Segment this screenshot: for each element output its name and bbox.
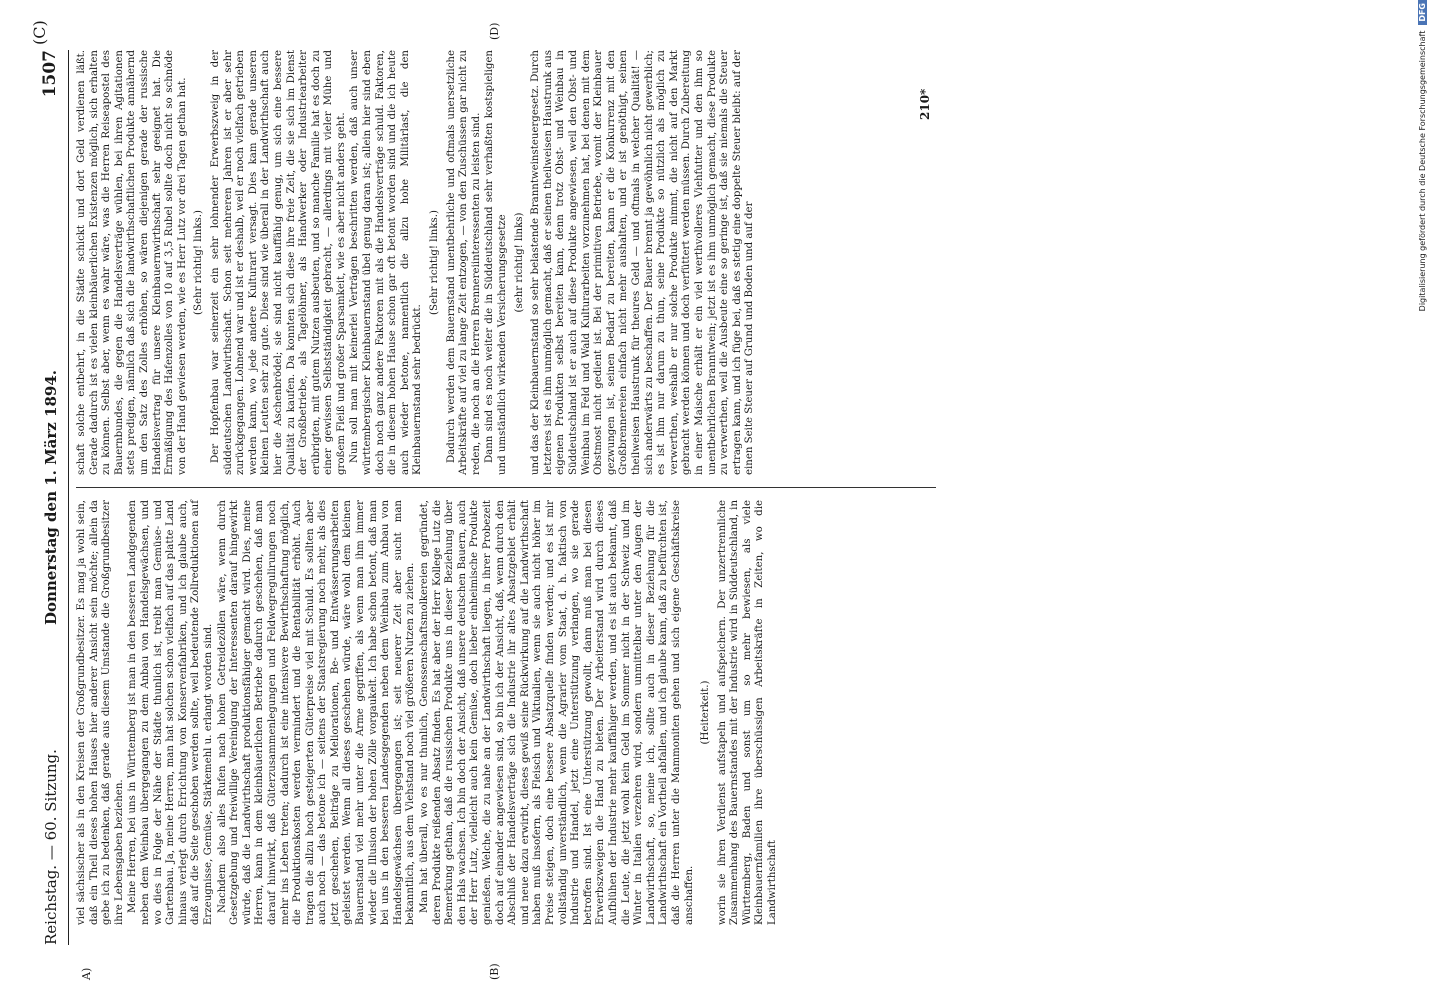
right-text-column xyxy=(76,50,758,475)
interjection: (Sehr richtig! links.) xyxy=(429,210,441,315)
paragraph: Man hat überall, wo es nur thunlich, Genossenschaftsmolkereien gegründet, deren Produkte reißenden Absatz finden. Es hat aber der Herr Kollege Lutz die Bemerkung gethan, daß die russischen Produkte uns in dieser Beziehung über den Hals wachsen. Ich bin doch der Ansicht, daß unsere deutschen Bauern, auch der Herr Lutz, vielleicht auch kein Gemüse, doch lieber einheimische Produkte genießen. Welche, die zu nahe an der Landwirthschaft liegen, in ihrer Probezeit doch auf einander angewiesen sind, so bin ich der Ansicht, daß, wenn durch den Abschluß der Handelsverträge sich die Industrie ihr altes Absatzgebiet erhält und neue dazu erwirbt, dieses gewiß seine Rückwirkung auf die Landwirthschaft haben muß insofern, als Fleisch und Viktualien, wenn sie auch nicht höher im Preise steigen, doch eine bessere Absatzquelle finden werden; und es ist mir vollständig unverständlich, wenn die Agrarier vom Staat, d. h. faktisch von Industrie und Handel, jetzt eine Unterstützung verlangen, wo sie gerade betroffen sind. Ist eine Unterstützung gewollt, dann muß man bei diesen Erwerbszweigen die Hand zu bieten. Der Arbeiterstand wird durch dieses Aufblühen der Industrie mehr kauffähiger werden, und es ist auch bekannt, daß die Leute, die jetzt wohl kein Geld im Sommer nicht in der Schweiz und im Winter in Italien verzehren wird, sondern unmittelbar unter den Augen der Landwirthschaft, so, meine ich, sollte auch in dieser Beziehung für die Landwirthschaft ein Vortheil abfallen, und ich glaube kann, daß zu befürchten ist, daß die Herren unter die Mammoniten gehen und sich eigene Geschäftskreise anschaffen. xyxy=(419,500,695,925)
paragraph: und das der Kleinbauernstand so sehr belastende Branntweinsteuergesetz. Durch letzteres ist es ihm unmöglich gemacht, daß er seinen theilweisen Haustrunk aus eigenen Produkten selbst bereiten kann, denn trotz Obst- und Weinbau in Süddeutschland ist er auch auf diese Produkte angewiesen, weil den Obst- und Weinbau im Feld und Wald Kulturarbeiten vorzunehmen hat, bei denen mit dem Obstmost nicht gedient ist. Bei der primitiven Betriebe, womit der Kleinbauer gezwungen ist, seinen Bedarf zu bereiten, kann er die Konkurrenz mit den Großbrennereien einfach nicht mehr aushalten, und er ist genöthigt, seinen theilweisen Haustrunk für theures Geld — und oftmals in welcher Qualität! — sich anderwärts zu beschaffen. Der Bauer brennt ja gewöhnlich nicht gewerblich; es ist ihm nur darum zu thun, seine Produkte so nützlich als möglich zu verwerthen, weshalb er nur solche Produkte nimmt, die nicht auf den Markt gebracht werden können und doch verfüttert werden müssen. Durch Zubereitung in einer Maische erhält er ein viel werthvolleres Viehfutter und den ihm so unentbehrlichen Branntwein; jetzt ist es ihm unmöglich gemacht, diese Produkte zu verwerthen, weil die Ausbeute eine so geringe ist, daß sie niemals die Steuer ertragen kann, und ich füge bei, daß es stetig eine doppelte Steuer bleibt: auf der einen Seite Steuer auf Grund und Boden und auf der xyxy=(530,50,756,475)
left-text-column xyxy=(76,500,781,925)
footer-sheet-number: 210* xyxy=(918,88,932,120)
header-session: Reichstag. — 60. Sitzung. xyxy=(42,749,60,945)
credit-text: Digitalisierung gefördert durch die Deutsche Forschungsgemeinschaft xyxy=(1418,30,1427,312)
interjection: (Sehr richtig! links.) xyxy=(193,210,205,315)
margin-mark-d: (D) xyxy=(488,22,501,40)
paragraph: Nun soll man mit keinerlei Verträgen beschritten werden, daß auch unser württembergischer Kleinbauernstand übel genug daran ist; allein hier sind eben doch noch ganz andere Faktoren mit als die Handelsverträge schuld. Faktoren, die in diesem hohen Hause schon gar oft betont worden sind und die ich heute auch wieder betone, namentlich die allzu hohe Militärlast, die den Kleinbauernstand sehr bedrückt. xyxy=(349,50,424,475)
margin-mark-c: (C) xyxy=(30,20,49,45)
column-divider xyxy=(76,487,936,488)
paragraph: Der Hopfenbau war seinerzeit ein sehr lohnender Erwerbszweig in der süddeutschen Landwirthschaft. Schon seit mehreren Jahren ist er aber sehr zurückgegangen. Lohnend war und ist er deshalb, weil er noch vielfach getrieben werden kann, wo jede andere Kulturart versagt. Dies kam gerade unseren kleinen Leuten sehr zu gute. Diese sind wie überall in der Landwirthschaft auch hier die Aschenbrödel; sie sind nicht kauffähig genug, um sich eine bessere Qualität zu kaufen. Da konnten sich diese ihre freie Zeit, die sie sich im Dienst der Großbetriebe, als Tagelöhner, als Handwerker oder Industriearbeiter erübrigten, mit gutem Nutzen ausbeuten, und so manche Familie hat es doch zu einer gewissen Selbstständigkeit gebracht, — allerdings mit vieler Mühe und großem Fleiß und großer Sparsamkeit, wie es aber nicht anders geht. xyxy=(209,50,347,475)
paragraph: Meine Herren, bei uns in Württemberg ist man in den besseren Landgegenden neben dem Weinbau übergegangen zu dem Anbau von Handelsgewächsen, und wo dies in Folge der Nähe der Städte thunlich ist, treibt man Gemüse- und Gartenbau. Ja, meine Herren, man hat solchen schon vielfach auf das platte Land hinaus verlegt durch Errichtung von Konservenfabriken, und ich glaube auch, daß auf die Seite geschoben werden sollte, weil bedeutende Zollreduktionen auf Erzeugnisse, Gemüse, Stärkemehl u. erlangt worden sind. xyxy=(127,500,214,925)
page-header xyxy=(40,50,68,945)
interjection: (Heiterkeit.) xyxy=(700,680,712,745)
paragraph: worin sie ihren Verdienst aufstapeln und aufspeichern. Der unzertrennliche Zusammenhang des Bauernstandes mit der Industrie wird in Süddeutschland, in Württemberg, Baden und sonst um so mehr bewiesen, als viele Kleinbauernfamilien ihre überschüssigen Arbeitskräfte in Zeiten, wo die Landwirthschaft xyxy=(716,500,779,925)
paragraph: schaft solche entbehrt, in die Städte schickt und dort Geld verdienen läßt. Gerade dadurch ist es vielen kleinbäuerlichen Existenzen möglich, sich erhalten zu können. Selbst aber, wenn es wahr wäre, was die Herren Reiseapostel des Bauernbundes, die gegen die Handelsverträge wühlen, bei ihren Agitationen stets predigen, nämlich daß sich die landwirthschaftlichen Produkte annähernd um den Satz des Zolles erhöhen, so wären diejenigen gerade der russische Handelsvertrag für unsere Kleinbauernwirthschaft sehr geeignet hat. Die Ermäßigung des Hafenzolles von 10 auf 3,5 Rubel sollte doch nicht so schnöde von der Hand gewiesen werden, wie es Herr Lutz vor drei Tagen gethan hat. xyxy=(76,50,188,475)
paragraph: Dann sind es noch weiter die in Süddeutschland sehr verhaßten kostspieligen und umständlich wirkenden Versicherungsgesetze xyxy=(484,50,508,475)
paragraph: Nachdem also alles Rufen nach hohen Getreidezöllen wäre, wenn durch Gesetzgebung und freiwillige Vereinigung der Interessenten darauf hingewirkt würde, daß die Landwirthschaft produktionsfähiger gemacht wird. Dies, meine Herren, kann in dem kleinbäuerlichen Betriebe dadurch geschehen, daß man darauf hinwirkt, daß Güterzusammenlegungen und Feldwegregulirungen noch mehr ins Leben treten; dadurch ist eine intensivere Bewirthschaftung möglich, die Produktionskosten werden vermindert und die Rentabilität erhöht. Auch tragen die allzu hoch gesteigerten Güterpreise viel mit Schuld. Es sollten aber auch noch — das betone ich — seitens der Staatsregierung noch mehr, als dies jetzt geschehen, Beiträge zu Meliorationen, Be- und Entwässerungsarbeiten geleistet werden. Wenn all dieses geschehen würde, wäre wohl dem kleinen Bauernstand viel mehr unter die Arme gegriffen, als wenn man ihm immer wieder die Illusion der hohen Zölle vorgaukelt. Ich habe schon betont, daß man bei uns in den besseren Landesgegenden neben dem Weinbau zum Anbau von Handelsgewächsen übergegangen ist; seit neuerer Zeit aber sucht man bekanntlich, aus dem Viehstand noch viel größeren Nutzen zu ziehen. xyxy=(216,500,417,925)
header-date: Donnerstag den 1. März 1894. xyxy=(42,369,60,626)
dfg-logo: DFG xyxy=(1418,0,1427,25)
digitization-credit xyxy=(1418,0,1432,1000)
paragraph: Dadurch werden dem Bauernstand unentbehrliche und oftmals unersetzliche Arbeitskräfte auf viel zu lange Zeit entzogen, — von den Zuschüssen gar nicht zu reden, die noch an die Herren Brennereiinteressenten zu leisten sind. xyxy=(445,50,482,475)
header-page-number: 1507 xyxy=(40,50,60,98)
margin-mark-a: A) xyxy=(80,967,93,980)
header-rule xyxy=(68,50,69,945)
margin-mark-b: (B) xyxy=(488,963,501,980)
paragraph: viel sächsischer als in den Kreisen der Großgrundbesitzer. Es mag ja wohl sein, daß ein Theil dieses hohen Hauses hier anderer Ansicht sein möchte; allein da gebe ich zu bedenken, daß gerade aus diesem Umstande die Großgrundbesitzer ihre Lebensgaben beziehen. xyxy=(76,500,125,925)
interjection: (sehr richtig! links) xyxy=(513,212,525,313)
